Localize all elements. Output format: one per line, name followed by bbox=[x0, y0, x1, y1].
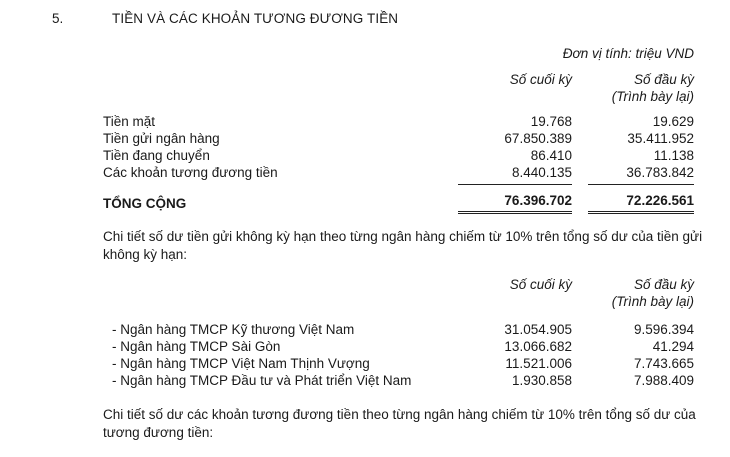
bank-row-end: 31.054.905 bbox=[504, 322, 572, 337]
subtotal-rule-end bbox=[458, 184, 572, 185]
bank-row-label: - Ngân hàng TMCP Sài Gòn bbox=[112, 339, 281, 354]
paragraph-equivalents: Chi tiết số dư các khoản tương đương tiền theo từng ngân hàng chiếm từ 10% trên tổng số dư của tương đương tiền: bbox=[103, 407, 696, 440]
table1-row-label: Tiền gửi ngân hàng bbox=[103, 131, 220, 146]
table2-col-end-header: Số cuối kỳ bbox=[509, 277, 572, 292]
bank-row-begin: 7.988.409 bbox=[633, 373, 694, 388]
table1-row-label: Tiền đang chuyển bbox=[103, 148, 210, 163]
table1-row-begin: 35.411.952 bbox=[627, 131, 694, 146]
table1-col-begin-header: Số đầu kỳ bbox=[633, 72, 694, 87]
bank-row-begin: 7.743.665 bbox=[633, 356, 694, 371]
total-rule-end-1 bbox=[458, 211, 572, 212]
table1-row-end: 19.768 bbox=[530, 114, 572, 129]
table1-col-begin-subheader: (Trình bày lại) bbox=[611, 89, 694, 104]
bank-row-label: - Ngân hàng TMCP Việt Nam Thịnh Vượng bbox=[112, 356, 370, 371]
bank-row-begin: 41.294 bbox=[652, 339, 694, 354]
bank-row-label: - Ngân hàng TMCP Kỹ thương Việt Nam bbox=[112, 322, 355, 337]
bank-row-begin: 9.596.394 bbox=[633, 322, 694, 337]
table1-row-begin: 19.629 bbox=[652, 114, 694, 129]
table1-row-end: 67.850.389 bbox=[504, 131, 572, 146]
subtotal-rule-begin bbox=[588, 184, 694, 185]
paragraph-deposits: Chi tiết số dư tiền gửi không kỳ hạn theo từng ngân hàng chiếm từ 10% trên tổng số dư của tiền gửi không kỳ hạn: bbox=[103, 229, 703, 262]
unit-label: Đơn vị tính: triệu VND bbox=[562, 46, 694, 61]
bank-row-end: 13.066.682 bbox=[504, 339, 572, 354]
table1-row-label: Các khoản tương đương tiền bbox=[103, 165, 278, 180]
table2-col-begin-header: Số đầu kỳ bbox=[633, 277, 694, 292]
table1-col-end-header: Số cuối kỳ bbox=[509, 72, 572, 87]
total-label: TỔNG CỘNG bbox=[103, 196, 187, 211]
total-rule-begin-1 bbox=[588, 211, 694, 212]
table2-col-begin-subheader: (Trình bày lại) bbox=[611, 294, 694, 309]
total-rule-begin-2 bbox=[588, 213, 694, 214]
table1-row-end: 86.410 bbox=[530, 148, 572, 163]
bank-row-end: 11.521.006 bbox=[505, 356, 572, 371]
table1-row-end: 8.440.135 bbox=[511, 165, 572, 180]
section-number: 5. bbox=[52, 11, 64, 26]
section-title: TIỀN VÀ CÁC KHOẢN TƯƠNG ĐƯƠNG TIỀN bbox=[112, 11, 399, 26]
table1-row-begin: 11.138 bbox=[653, 148, 694, 163]
table1-row-label: Tiền mặt bbox=[103, 114, 156, 129]
table1-row-begin: 36.783.842 bbox=[626, 165, 694, 180]
total-begin: 72.226.561 bbox=[626, 193, 694, 208]
bank-row-label: - Ngân hàng TMCP Đầu tư và Phát triển Việt Nam bbox=[112, 373, 412, 388]
total-end: 76.396.702 bbox=[504, 193, 572, 208]
bank-row-end: 1.930.858 bbox=[511, 373, 572, 388]
total-rule-end-2 bbox=[458, 213, 572, 214]
